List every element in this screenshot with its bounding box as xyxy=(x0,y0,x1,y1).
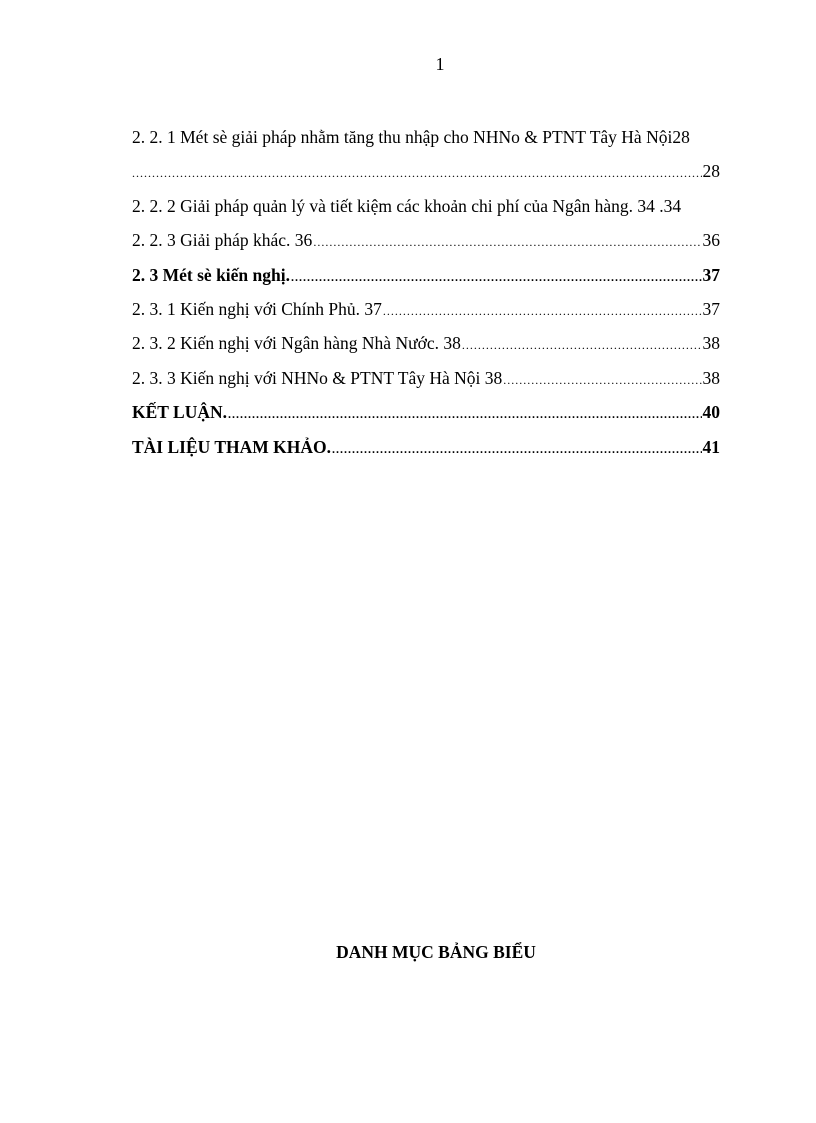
toc-entry-2-2-2[interactable] xyxy=(132,189,720,223)
table-of-contents xyxy=(132,120,720,464)
toc-dot-leader xyxy=(313,225,701,257)
toc-entry-title: 2. 2. 3 Giải pháp khác. 36 xyxy=(132,230,313,251)
toc-entry-page: 28 xyxy=(702,161,720,182)
toc-entry-title: 2. 2. 2 Giải pháp quản lý và tiết kiệm các khoản chi phí của Ngân hàng. 34 . xyxy=(132,195,664,216)
toc-entry-title: 2. 3. 1 Kiến nghị với Chính Phủ. 37 xyxy=(132,298,382,319)
toc-entry-2-3[interactable] xyxy=(132,258,720,292)
toc-dot-leader xyxy=(462,328,702,360)
toc-entry-2-2-1[interactable] xyxy=(132,120,720,154)
toc-entry-title: 2. 3 Mét sè kiến nghị. xyxy=(132,264,290,285)
toc-entry-page: 36 xyxy=(702,230,720,251)
toc-entry-ket-luan[interactable] xyxy=(132,395,720,429)
toc-entry-2-3-2[interactable] xyxy=(132,326,720,360)
toc-entry-page: 38 xyxy=(702,367,720,388)
toc-entry-title: TÀI LIỆU THAM KHẢO. xyxy=(132,436,332,457)
toc-entry-2-2-1-continuation[interactable] xyxy=(132,154,720,188)
toc-entry-title: 2. 2. 1 Mét sè giải pháp nhằm tăng thu nhập cho NHNo & PTNT Tây Hà Nội28 xyxy=(132,127,690,147)
page-number: 1 xyxy=(435,54,445,74)
toc-entry-page: 41 xyxy=(702,436,720,457)
toc-entry-title: 2. 3. 2 Kiến nghị với Ngân hàng Nhà Nước. 38 xyxy=(132,333,461,354)
toc-entry-2-3-3[interactable] xyxy=(132,361,720,395)
section-heading-danh-muc-bang-bieu: DANH MỤC BẢNG BIỂU xyxy=(336,942,536,962)
toc-entry-title: 2. 3. 3 Kiến nghị với NHNo & PTNT Tây Hà Nội 38 xyxy=(132,367,503,388)
toc-entry-tai-lieu-tham-khao[interactable] xyxy=(132,430,720,464)
toc-dot-leader xyxy=(383,294,702,326)
toc-entry-page: 37 xyxy=(702,298,720,319)
toc-dot-leader xyxy=(228,397,702,429)
toc-dot-leader xyxy=(132,156,702,188)
toc-dot-leader xyxy=(332,432,701,464)
toc-entry-page: 38 xyxy=(702,333,720,354)
toc-dot-leader xyxy=(291,260,702,292)
toc-entry-2-3-1[interactable] xyxy=(132,292,720,326)
toc-entry-2-2-3[interactable] xyxy=(132,223,720,257)
toc-entry-page: 34 xyxy=(663,195,682,216)
toc-entry-page: 40 xyxy=(702,402,720,423)
toc-dot-leader xyxy=(503,363,701,395)
toc-entry-page: 37 xyxy=(702,264,720,285)
toc-entry-title: KẾT LUẬN. xyxy=(132,402,227,423)
